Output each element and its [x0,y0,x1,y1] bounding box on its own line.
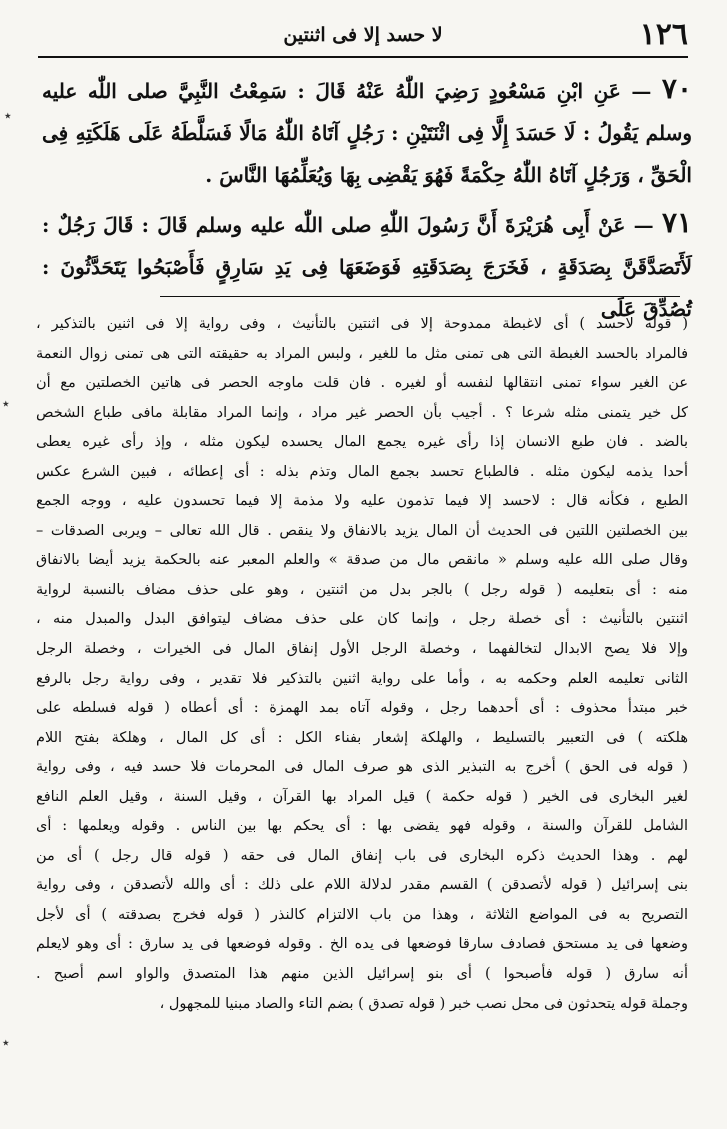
commentary-line: بالضد . فان طبع الانسان إذا رأى غيره يجمع المال يحسده ليكون مثله ، وإذ رأى غيره يعطى [36,434,688,451]
margin-mark-icon: ٭ [2,396,10,412]
commentary-line: كل خير يتمنى مثله شرعا ؟ . أجيب بأن الحصر غير مراد ، وإنما المراد مقابلة مافى طباع الشخص [36,404,688,421]
commentary-line: منه : أى بتعليمه ( قوله رجل ) بالجر بدل من اثنتين ، وهو على حذف مضاف بالنسبة لرواية [36,581,688,598]
hadith-number: ٧٠ [661,72,692,105]
commentary-line: الطبع ، فكأنه قال : لاحسد إلا فيما تذمون عليه ولا مذمة إلا فيما تحسدون عليه ، ووجه الجمع [36,493,688,510]
commentary-line: وإلا فلا يصح الابدال لتخالفهما ، وخصلة الرجل الأول إنفاق المال فى الخيرات ، وخصلة الرجل [36,641,688,658]
commentary-line: وجملة قوله يتحدثون فى محل نصب خبر ( قوله تصدق ) بضم التاء والصاد مبنيا للمجهول ، [159,995,688,1012]
margin-mark-icon: ٭ [2,1035,10,1051]
commentary-line: أحدا يذمه ليكون مثله . فالطباع تحسد بجمع المال وتذم بذله : أى إعطائه ، فبين الشرع عكس [36,463,688,480]
hadith-number: ٧١ [661,206,693,239]
hadith-text: — عَنْ أَبِى هُرَيْرَةَ أَنَّ رَسُولَ اللّٰهِ صلى اللّٰه عليه وسلم قَالَ : قَالَ رَجُلٌ : لَأَتَصَدَّقَنَّ بِصَدَقَةٍ ، فَخَرَجَ بِصَدَقَتِهِ فَوَضَعَهَا فِى يَدِ سَارِقٍ فَأَصْبَحُوا يَتَحَدَّثُونَ : تُصُدِّقَ عَلَى [42,213,692,321]
hadith-text: — عَنِ ابْنِ مَسْعُودٍ رَضِيَ اللّٰهُ عَنْهُ قَالَ : سَمِعْتُ النَّبِيَّ صلى اللّٰه عليه وسلم يَقُولُ : لَا حَسَدَ إِلَّا فِى اثْنَتَيْنِ : رَجُلٍ آتَاهُ اللّٰهُ مَالًا فَسَلَّطَهُ عَلَى هَلَكَتِهِ فِى الْحَقِّ ، وَرَجُلٍ آتَاهُ اللّٰهُ حِكْمَةً فَهُوَ يَقْضِى بِهَا وَيُعَلِّمُهَا النَّاسَ . [42,79,692,187]
commentary-line: التصريح به فى المواضع الثلاثة ، وهذا من باب الالتزام كالنذر ( قوله فخرج بصدقته ) أى لأجل [36,906,688,923]
commentary-line: بين الخصلتين اللتين فى الحديث أن المال يزيد بالانفاق ولا ينقص . قال الله تعالى – ويربى الصدقات – [36,522,688,539]
commentary-divider [160,296,680,297]
commentary-line: لغير البخارى فى الخير ( قوله حكمة ) قيل المراد بها القرآن ، وقيل السنة ، وقيل العلم النافع [36,788,688,805]
running-title: لا حسد إلا فى اثنتين [283,24,443,46]
commentary-line: الثانى تعليمه العلم وحكمه به ، وأما على رواية اثنين بالتذكير فلا تقدير ، وفى رواية رجل بالرفع [36,670,688,687]
header-rule [38,56,688,58]
page-number: ١٢٦ [639,17,688,52]
commentary-line: أنه سارق ( قوله فأصبحوا ) أى بنو إسرائيل الذين منهم هذا المتصدق والواو اسم أصبح . [36,966,688,983]
commentary-line: اثنتين بالتأنيث : أى خصلة رجل ، وإنما كان على حذف مضاف ليتوافق البدل والمبدل منه ، [36,611,688,628]
commentary [36,310,688,1110]
commentary-line: بنى إسرائيل ( قوله لأتصدقن ) القسم مقدر لدلالة اللام على ذلك : أى والله لأتصدقن ، وفى رواية [36,877,688,894]
commentary-line: فالمراد بالحسد الغبطة التى هى تمنى مثل ما للغير ، ولبس المراد به حقيقته التى هى تمنى زوال النعمة [36,345,688,362]
commentary-line: خبر مبتدأ محذوف : أى أحدهما رجل ، وقوله آتاه بمد الهمزة : أى أعطاه ( قوله فسلطه على [36,700,688,717]
page-header [38,18,688,52]
commentary-line: وقال صلى الله عليه وسلم « مانقص مال من صدقة » والعلم المعبر عنه بالحكمة يزيد أيضا بالانفاق [36,552,688,569]
commentary-line: عن الغير سواء تمنى انتقالها لنفسه أو لغيره . فان قلت ماوجه الحصر فى هاتين الخصلتين مع أن [36,375,688,392]
commentary-line: ( قوله لاحسد ) أى لاغبطة ممدوحة إلا فى اثنتين بالتأنيث ، وفى رواية إلا فى اثنين بالتذكير ، [36,316,688,332]
hadith-70 [42,68,692,196]
commentary-line: وضعها فى يد مستحق فصادف سارقا فوضعها فى يده الخ . وقوله فوضعها فى يد سارق : أى وهو لايعلم [36,936,688,953]
commentary-line: لهم . وهذا الحديث ذكره البخارى فى باب إنفاق المال فى حقه ( قوله قال رجل ) أى من [36,847,688,864]
commentary-line: ( قوله فى الحق ) أخرج به التبذير الذى هو صرف المال فى المحرمات فلا حسد فيه ، وفى رواية [36,759,688,776]
margin-mark-icon: ٭ [4,108,12,124]
commentary-line: هلكته ) فى التعبير بالتسليط ، والهلكة إشعار بفناء الكل : أى كل المال ، وهلكة بفتح اللام [36,729,688,746]
commentary-line: الشامل للقرآن والسنة ، وقوله فهو يقضى بها : أى يحكم بها بين الناس . وقوله ويعلمها : أى [36,818,688,835]
